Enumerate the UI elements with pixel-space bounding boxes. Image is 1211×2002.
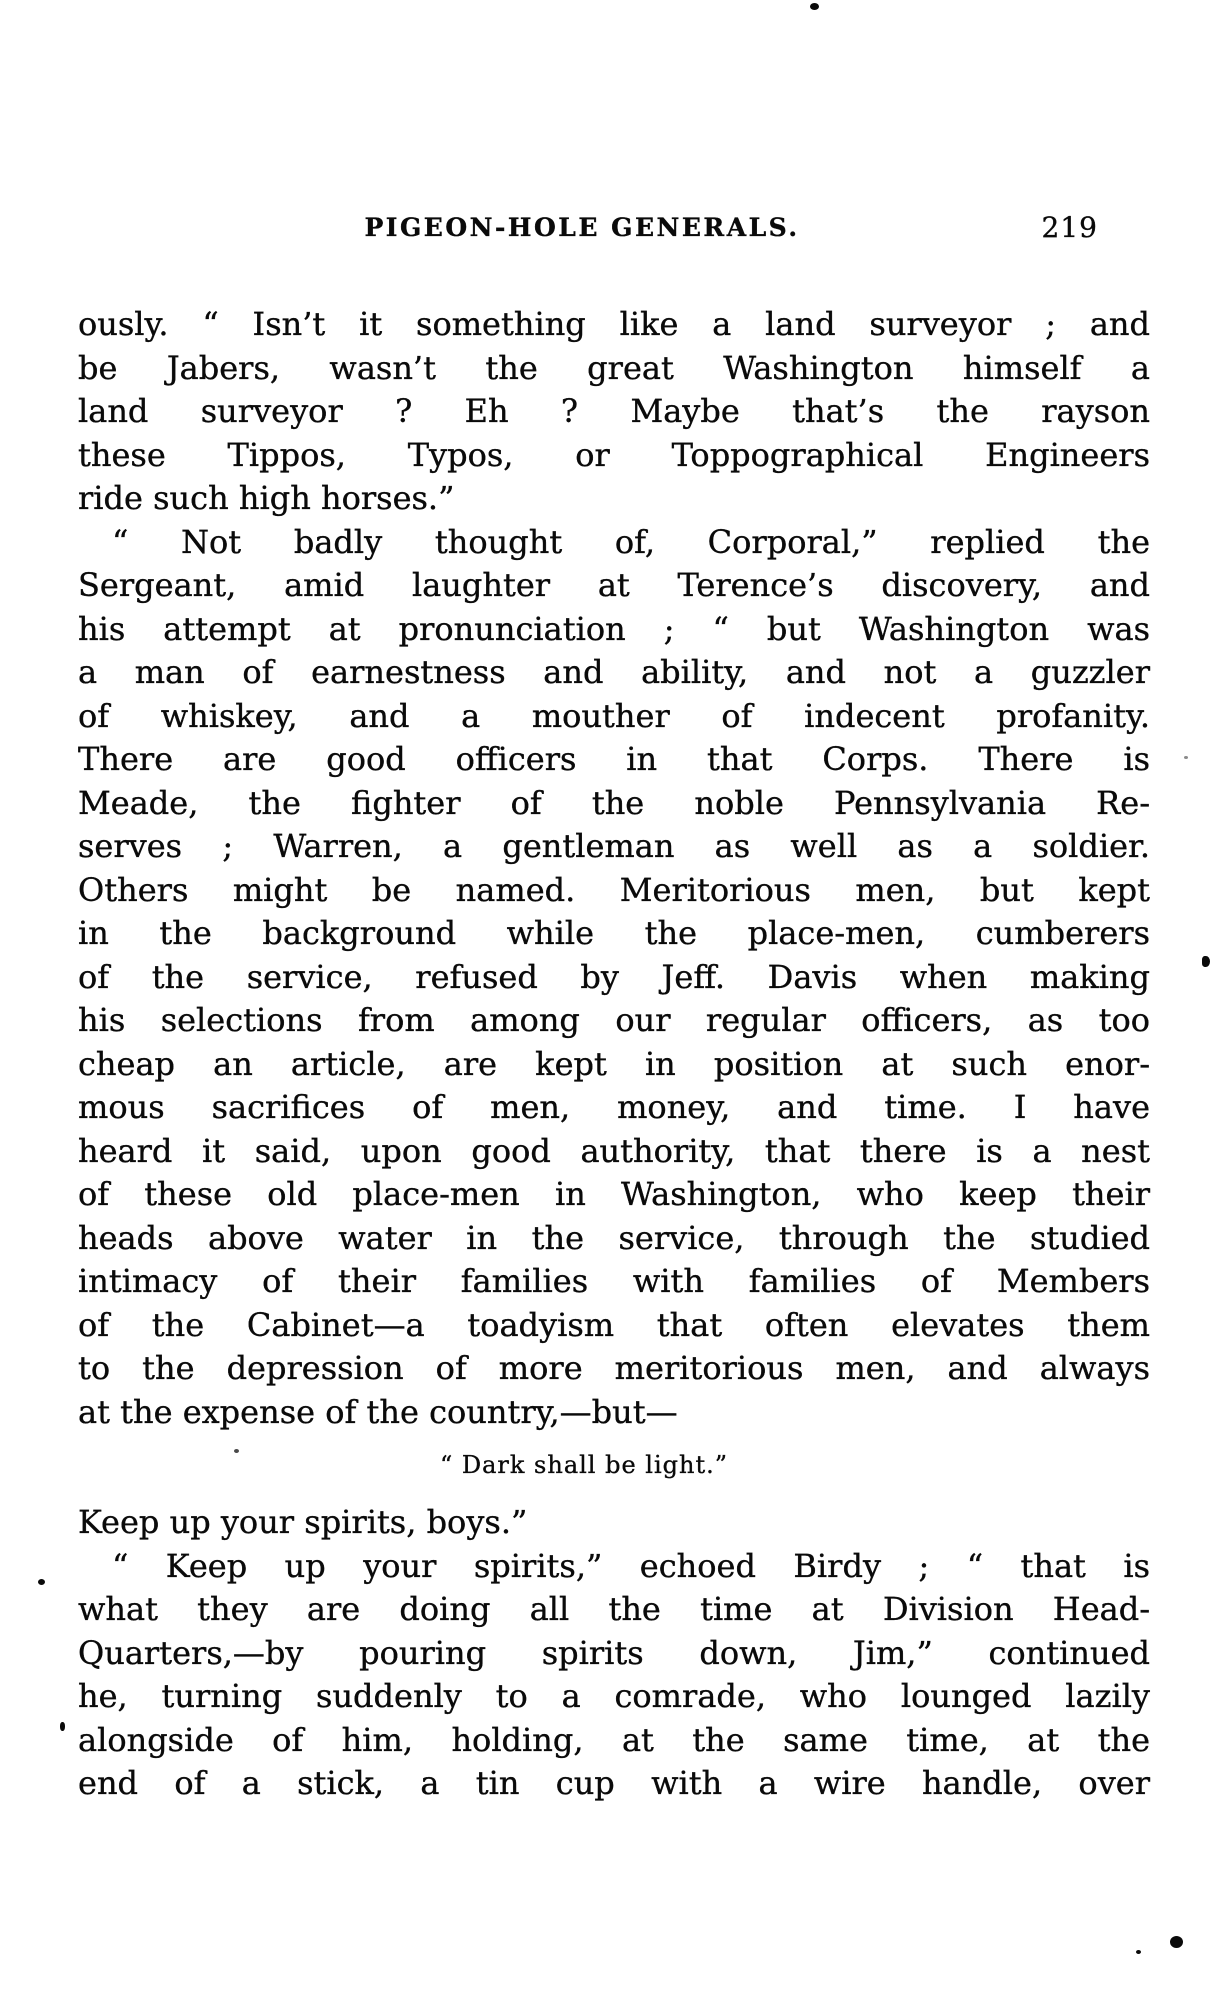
text-line: serves ; Warren, a gentleman as well as a soldier. [78, 827, 1150, 865]
ink-speck [1184, 756, 1188, 759]
text-line: of the Cabinet—a toadyism that often elevates them [78, 1305, 1150, 1344]
ink-speck [38, 1579, 45, 1585]
text-line: heard it said, upon good authority, that there is a nest [78, 1131, 1150, 1170]
text-line: “ Not badly thought of, Corporal,” replied the [112, 522, 1150, 561]
text-line: heads above water in the service, through the studied [78, 1218, 1150, 1257]
text-line: these Tippos, Typos, or Toppographical Engineers [78, 435, 1150, 474]
ink-speck [1136, 1950, 1141, 1954]
text-line: Keep up your spirits, boys.” [78, 1503, 528, 1541]
text-column [78, 303, 1150, 1806]
text-line: his attempt at pronunciation ; “ but Washington was [78, 609, 1150, 648]
ink-speck [60, 1722, 65, 1731]
page-header [78, 213, 1150, 251]
text-line: Quarters,—by pouring spirits down, Jim,” continued [78, 1633, 1150, 1672]
text-line: Meade, the fighter of the noble Pennsylvania Re- [78, 783, 1150, 822]
text-line: to the depression of more meritorious men, and always [78, 1349, 1150, 1387]
text-line: end of a stick, a tin cup with a wire handle, over [78, 1764, 1150, 1802]
text-line: of these old place-men in Washington, who keep their [78, 1175, 1150, 1213]
text-line: be Jabers, wasn’t the great Washington himself a [78, 348, 1150, 387]
text-line: in the background while the place-men, cumberers [78, 914, 1150, 952]
text-line: of the service, refused by Jeff. Davis when making [78, 957, 1150, 996]
paragraph [78, 303, 1150, 521]
ink-speck [1202, 956, 1210, 967]
text-line: Others might be named. Meritorious men, but kept [78, 870, 1150, 909]
centered-quote: “ Dark shall be light.” [439, 1451, 729, 1479]
page-number: 219 [1041, 211, 1098, 244]
text-line: There are good officers in that Corps. There is [78, 740, 1150, 778]
running-title: PIGEON-HOLE GENERALS. [364, 213, 800, 242]
text-line: at the expense of the country,—but— [78, 1392, 678, 1431]
text-line: mous sacrifices of men, money, and time. I have [78, 1088, 1150, 1126]
text-line: ride such high horses.” [78, 479, 455, 517]
text-line: alongside of him, holding, at the same time, at the [78, 1720, 1150, 1759]
ink-speck [1170, 1936, 1183, 1948]
text-line: land surveyor ? Eh ? Maybe that’s the rayson [78, 392, 1150, 430]
text-line: what they are doing all the time at Division Head- [78, 1590, 1150, 1628]
text-line: ously. “ Isn’t it something like a land surveyor ; and [78, 305, 1150, 343]
ink-speck [810, 3, 819, 10]
text-line: of whiskey, and a mouther of indecent profanity. [78, 696, 1150, 735]
text-line: a man of earnestness and ability, and not a guzzler [78, 653, 1150, 691]
text-line: intimacy of their families with families of Members [78, 1262, 1150, 1300]
paragraph [78, 1501, 1150, 1545]
text-line: cheap an article, are kept in position at such enor- [78, 1044, 1150, 1083]
text-line: he, turning suddenly to a comrade, who lounged lazily [78, 1677, 1150, 1715]
paragraph [78, 521, 1150, 1435]
text-line: his selections from among our regular officers, as too [78, 1001, 1150, 1039]
text-line: “ Keep up your spirits,” echoed Birdy ; “ that is [112, 1546, 1150, 1585]
ink-speck [234, 1449, 239, 1453]
paragraph [78, 1545, 1150, 1806]
text-line: Sergeant, amid laughter at Terence’s discovery, and [78, 566, 1150, 604]
